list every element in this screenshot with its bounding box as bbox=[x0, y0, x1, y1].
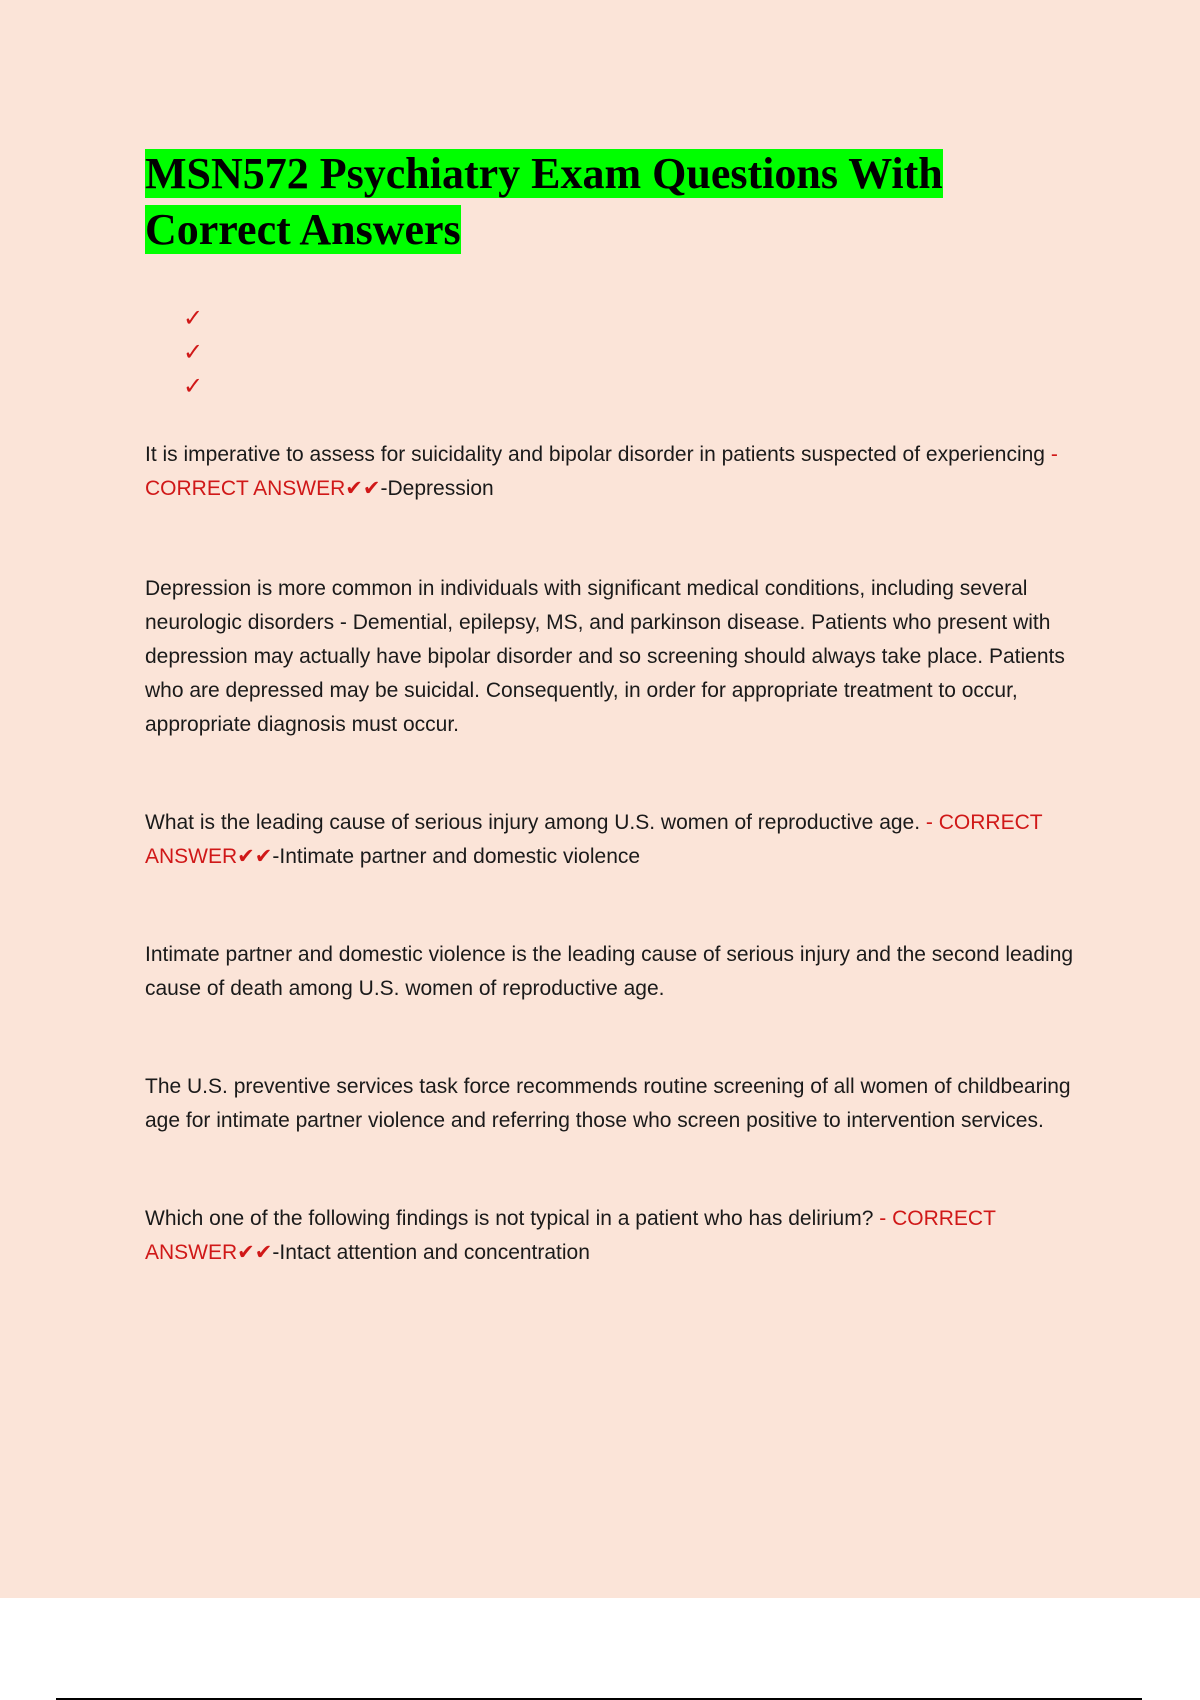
title-line-2: Correct Answers bbox=[145, 205, 461, 254]
correct-answer-marker: - CORRECT ANSWER✔✔ bbox=[145, 1207, 996, 1264]
document-title bbox=[145, 146, 1085, 258]
explanation-paragraph: The U.S. preventive services task force recommends routine screening of all women of childbearing age for intimate partner violence and referring those who screen positive to intervention services. bbox=[145, 1075, 1071, 1132]
question-1 bbox=[145, 438, 1085, 506]
question-3 bbox=[145, 1202, 1085, 1270]
check-icon: ✓ bbox=[183, 304, 204, 332]
answer-text: -Intact attention and concentration bbox=[272, 1241, 590, 1264]
question-text: It is imperative to assess for suicidality and bipolar disorder in patients suspected of experiencing bbox=[145, 443, 1051, 466]
checkmark-list bbox=[183, 301, 1085, 403]
correct-answer-marker: - CORRECT ANSWER✔✔ bbox=[145, 811, 1043, 868]
question-text: Which one of the following findings is not typical in a patient who has delirium? bbox=[145, 1207, 880, 1230]
check-icon: ✓ bbox=[183, 338, 204, 366]
correct-answer-marker: - CORRECT ANSWER✔✔ bbox=[145, 443, 1058, 500]
explanation-paragraph: Intimate partner and domestic violence is the leading cause of serious injury and the second leading cause of death among U.S. women of reproductive age. bbox=[145, 943, 1074, 1000]
explanation-paragraph: Depression is more common in individuals with significant medical conditions, including several neurologic disorders - Demential, epilepsy, MS, and parkinson disease. Patients who present with depression may actually have bipolar disorder and so screening should always take place. Patients who are depressed may be suicidal. Consequently, in order for appropriate treatment to occur, appropriate diagnosis must occur. bbox=[145, 577, 1065, 736]
question-2 bbox=[145, 806, 1085, 874]
title-line-1: MSN572 Psychiatry Exam Questions With bbox=[145, 149, 943, 198]
check-icon: ✓ bbox=[183, 372, 204, 400]
document-content bbox=[145, 146, 1085, 1270]
answer-text: -Depression bbox=[380, 477, 494, 500]
question-text: What is the leading cause of serious injury among U.S. women of reproductive age. bbox=[145, 811, 926, 834]
answer-text: -Intimate partner and domestic violence bbox=[272, 845, 641, 868]
